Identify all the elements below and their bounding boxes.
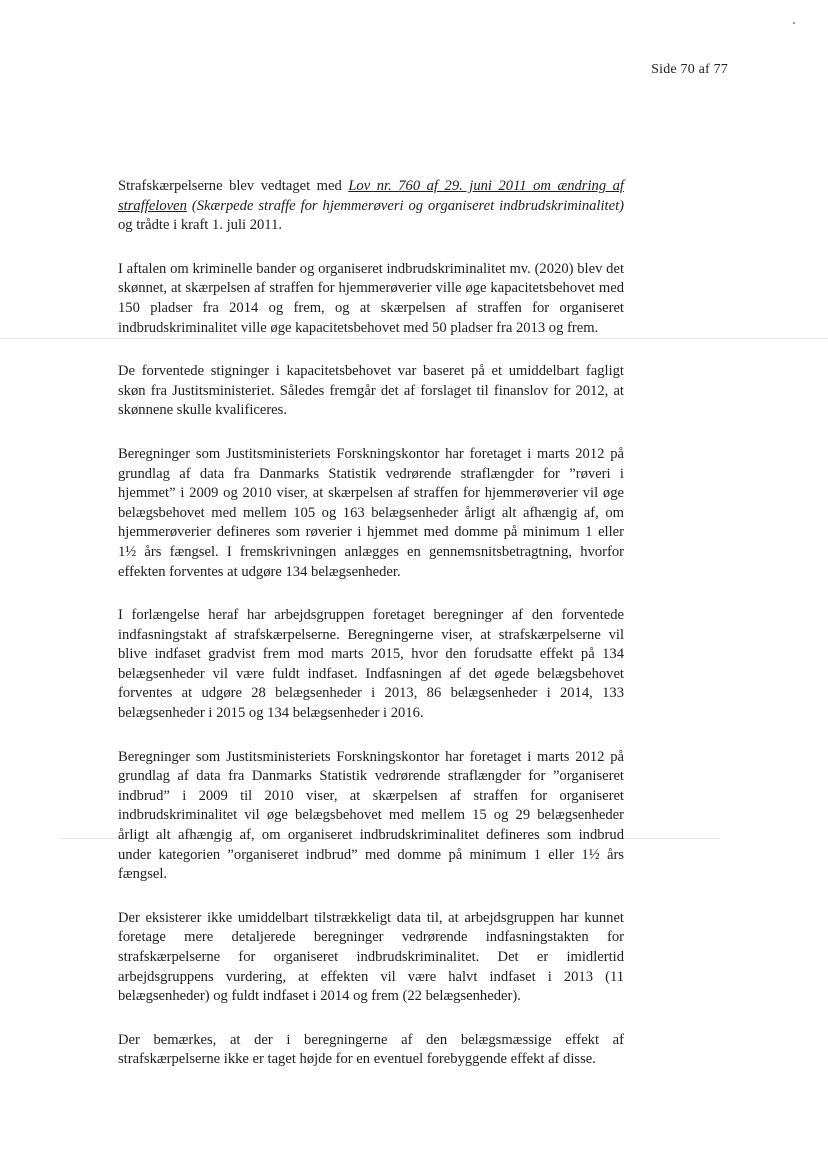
paragraph: I forlængelse heraf har arbejdsgruppen foretaget beregninger af den forventede indfasningstakt af strafskærpelserne. Beregningerne viser, at strafskærpelserne vil blive indfaset gradvist frem mod marts 2015, hvor den forudsatte effekt på 134 belægsenheder vil være fuldt indfaset. Indfasningen af det øgede belægsbehovet forventes at udgøre 28 belægsenheder i 2013, 86 belægsenheder i 2014, 133 belægsenheder i 2015 og 134 belægsenheder i 2016.	[118, 607, 624, 722]
body-text	[118, 177, 624, 1094]
paragraph: De forventede stigninger i kapacitetsbehovet var baseret på et umiddelbart fagligt skøn fra Justitsministeriet. Således fremgår det af forslaget til finanslov for 2012, at skønnene skulle kvalificeres.	[118, 363, 624, 419]
paragraph-law-intro: Strafskærpelserne blev vedtaget med Lov nr. 760 af 29. juni 2011 om ændring af straffeloven (Skærpede straffe for hjemmerøveri og organiseret indbrudskriminalitet) og trådte i kraft 1. juli 2011.	[118, 178, 624, 234]
law-title: (Skærpede straffe for hjemmerøveri og organiseret indbrudskriminalitet)	[186, 197, 624, 214]
paragraph: Der eksisterer ikke umiddelbart tilstrækkeligt data til, at arbejdsgruppen har kunnet foretage mere detaljerede beregninger vedrørende indfasningstakten for strafskærpelserne for organiseret indbrudskriminalitet. Det er imidlertid arbejdsgruppens vurdering, at effekten vil være halvt indfaset i 2013 (11 belægsenheder) og fuldt indfaset i 2014 og frem (22 belægsenheder).	[118, 909, 624, 1005]
law-reference-link[interactable]: Lov nr. 760 af 29. juni 2011 om ændring af straffeloven	[118, 178, 624, 214]
paragraph: Beregninger som Justitsministeriets Forskningskontor har foretaget i marts 2012 på grundlag af data fra Danmarks Statistik vedrørende straflængder for ”røveri i hjemmet” i 2009 og 2010 viser, at skærpelsen af straffen for hjemmerøverier vil øge belægsbehovet med mellem 105 og 163 belægsenheder årligt alt afhængig af, om hjemmerøverier defineres som røverier i hjemmet med domme på minimum 1 eller 1½ års fængsel. I fremskrivningen anlægges en gennemsnitsbetragtning, hvorfor effekten forventes at udgøre 134 belægsenheder.	[118, 445, 624, 580]
paragraph: Der bemærkes, at der i beregningerne af den belægsmæssige effekt af strafskærpelserne ikke er taget højde for en eventuel forebyggende effekt af disse.	[118, 1031, 624, 1068]
paragraph: I aftalen om kriminelle bander og organiseret indbrudskriminalitet mv. (2020) blev det skønnet, at skærpelsen af straffen for hjemmerøverier ville øge kapacitetsbehovet med 150 pladser fra 2014 og frem, og at skærpelsen af straffen for organiseret indbrudskriminalitet ville øge kapacitetsbehovet med 50 pladser fra 2013 og frem.	[118, 260, 624, 336]
paragraph: Beregninger som Justitsministeriets Forskningskontor har foretaget i marts 2012 på grundlag af data fra Danmarks Statistik vedrørende straflængder for ”organiseret indbrud” i 2009 til 2010 viser, at skærpelsen af straffen for organiseret indbrudskriminalitet vil øge belægsbehovet med mellem 15 og 29 belægsenheder årligt alt afhængig af, om organiseret indbrudskriminalitet defineres som indbrud under kategorien ”organiseret indbrud” med domme på minimum 1 eller 1½ års fængsel.	[118, 748, 624, 883]
page-number: Side 70 af 77	[651, 62, 728, 77]
scan-speck	[793, 22, 795, 24]
